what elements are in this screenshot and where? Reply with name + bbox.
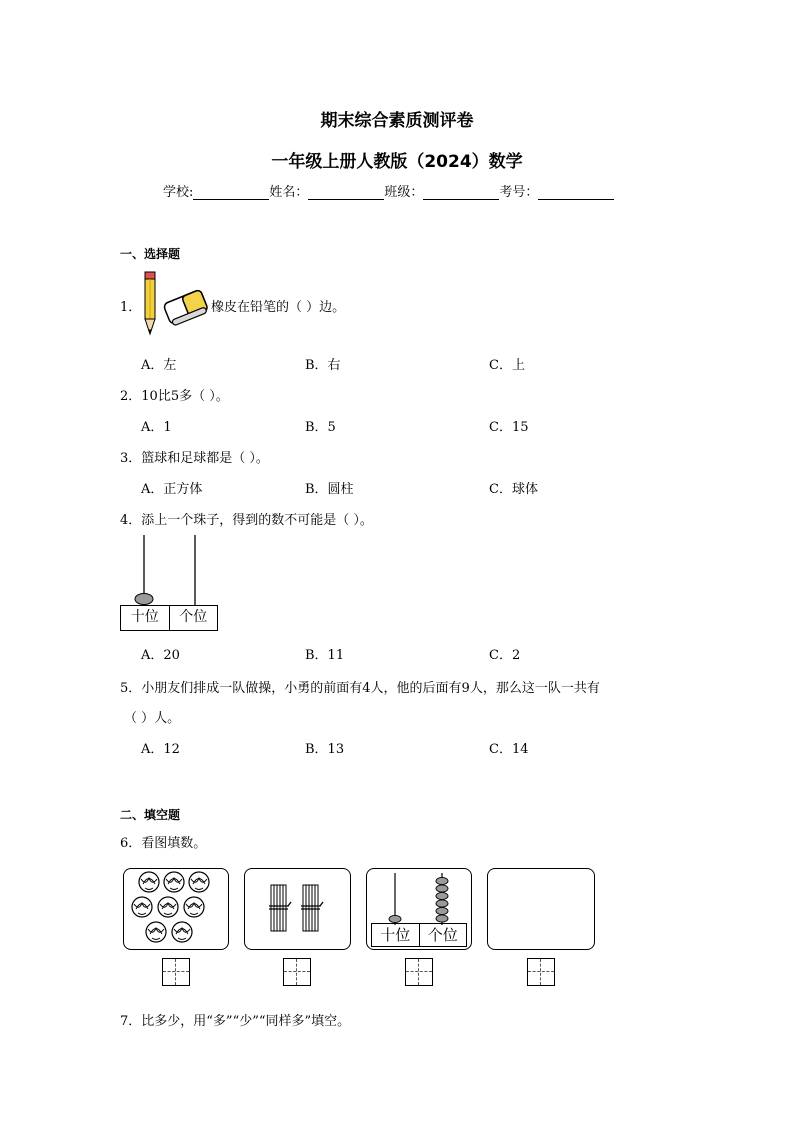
question-line [120,677,600,696]
question-text: 添上一个珠子，得到的数不可能是（ ）。 [141,513,373,528]
picture-stick-bundles [244,868,351,950]
option-b[interactable]: B．圆柱 [305,482,354,497]
student-info-row [163,181,614,200]
page-subtitle: 一年级上册人教版（2024）数学 [271,152,523,172]
question-line [120,832,206,851]
school-field[interactable] [193,185,269,200]
name-label: 姓名： [269,185,309,200]
question-number: 2． [120,389,142,404]
question-number: 5． [120,681,142,696]
question-line [120,509,373,528]
place-value-table [120,605,218,631]
eraser-icon [162,288,210,328]
option-a[interactable]: A．左 [141,358,177,373]
option-a[interactable]: A．1 [141,420,172,435]
picture-abacus [366,868,472,950]
question-line [120,447,269,466]
question-number: 1． [120,300,142,315]
name-field[interactable] [308,185,384,200]
question-text: 橡皮在铅笔的（ ）边。 [211,300,346,315]
ones-label: 个位 [419,924,467,946]
exam-number-field[interactable] [538,185,614,200]
question-number: 6． [120,836,142,851]
question-text-continued: （ ）人。 [124,711,181,726]
option-b[interactable]: B．11 [305,648,345,663]
question-text: 10比5多（ ）。 [141,389,229,404]
place-value-table [371,923,467,947]
option-a[interactable]: A．12 [141,742,180,757]
question-line [120,385,229,404]
question-text: 看图填数。 [141,836,207,851]
option-b[interactable]: B．右 [305,358,341,373]
option-a[interactable]: A．20 [141,648,180,663]
question-text: 比多少，用“多”“少”“同样多”填空。 [141,1014,351,1029]
question-number: 3． [120,451,142,466]
picture-empty [487,868,595,950]
question-line [120,1010,350,1029]
page-title: 期末综合素质测评卷 [320,111,474,131]
class-field[interactable] [423,185,499,200]
class-label: 班级： [384,185,424,200]
answer-box[interactable] [162,958,190,986]
question-text: 篮球和足球都是（ ）。 [141,451,269,466]
option-c[interactable]: C．2 [489,648,521,663]
option-b[interactable]: B．5 [305,420,336,435]
abacus-icon [367,869,471,925]
ones-label: 个位 [169,606,218,630]
option-c[interactable]: C．14 [489,742,529,757]
pencil-icon [141,270,159,338]
section-heading-choice: 一、选择题 [120,247,181,261]
section-heading-fill: 二、填空题 [120,808,181,822]
answer-box[interactable] [405,958,433,986]
abacus-rods [120,533,220,605]
option-a[interactable]: A．正方体 [141,482,203,497]
cabbage-group [124,869,228,949]
question-number: 4． [120,513,142,528]
tens-label: 十位 [380,926,411,944]
stick-bundles-icon [245,869,350,949]
tens-label: 十位 [130,609,159,625]
answer-box[interactable] [527,958,555,986]
option-c[interactable]: C．15 [489,420,529,435]
school-label: 学校: [163,185,194,200]
option-b[interactable]: B．13 [305,742,345,757]
exam-number-label: 考号： [499,185,539,200]
option-c[interactable]: C．上 [489,358,525,373]
picture-cabbages [123,868,229,950]
answer-box[interactable] [283,958,311,986]
option-c[interactable]: C．球体 [489,482,538,497]
question-number: 7． [120,1014,142,1029]
question-text: 小朋友们排成一队做操，小勇的前面有4人，他的后面有9人，那么这一队一共有 [141,681,600,696]
